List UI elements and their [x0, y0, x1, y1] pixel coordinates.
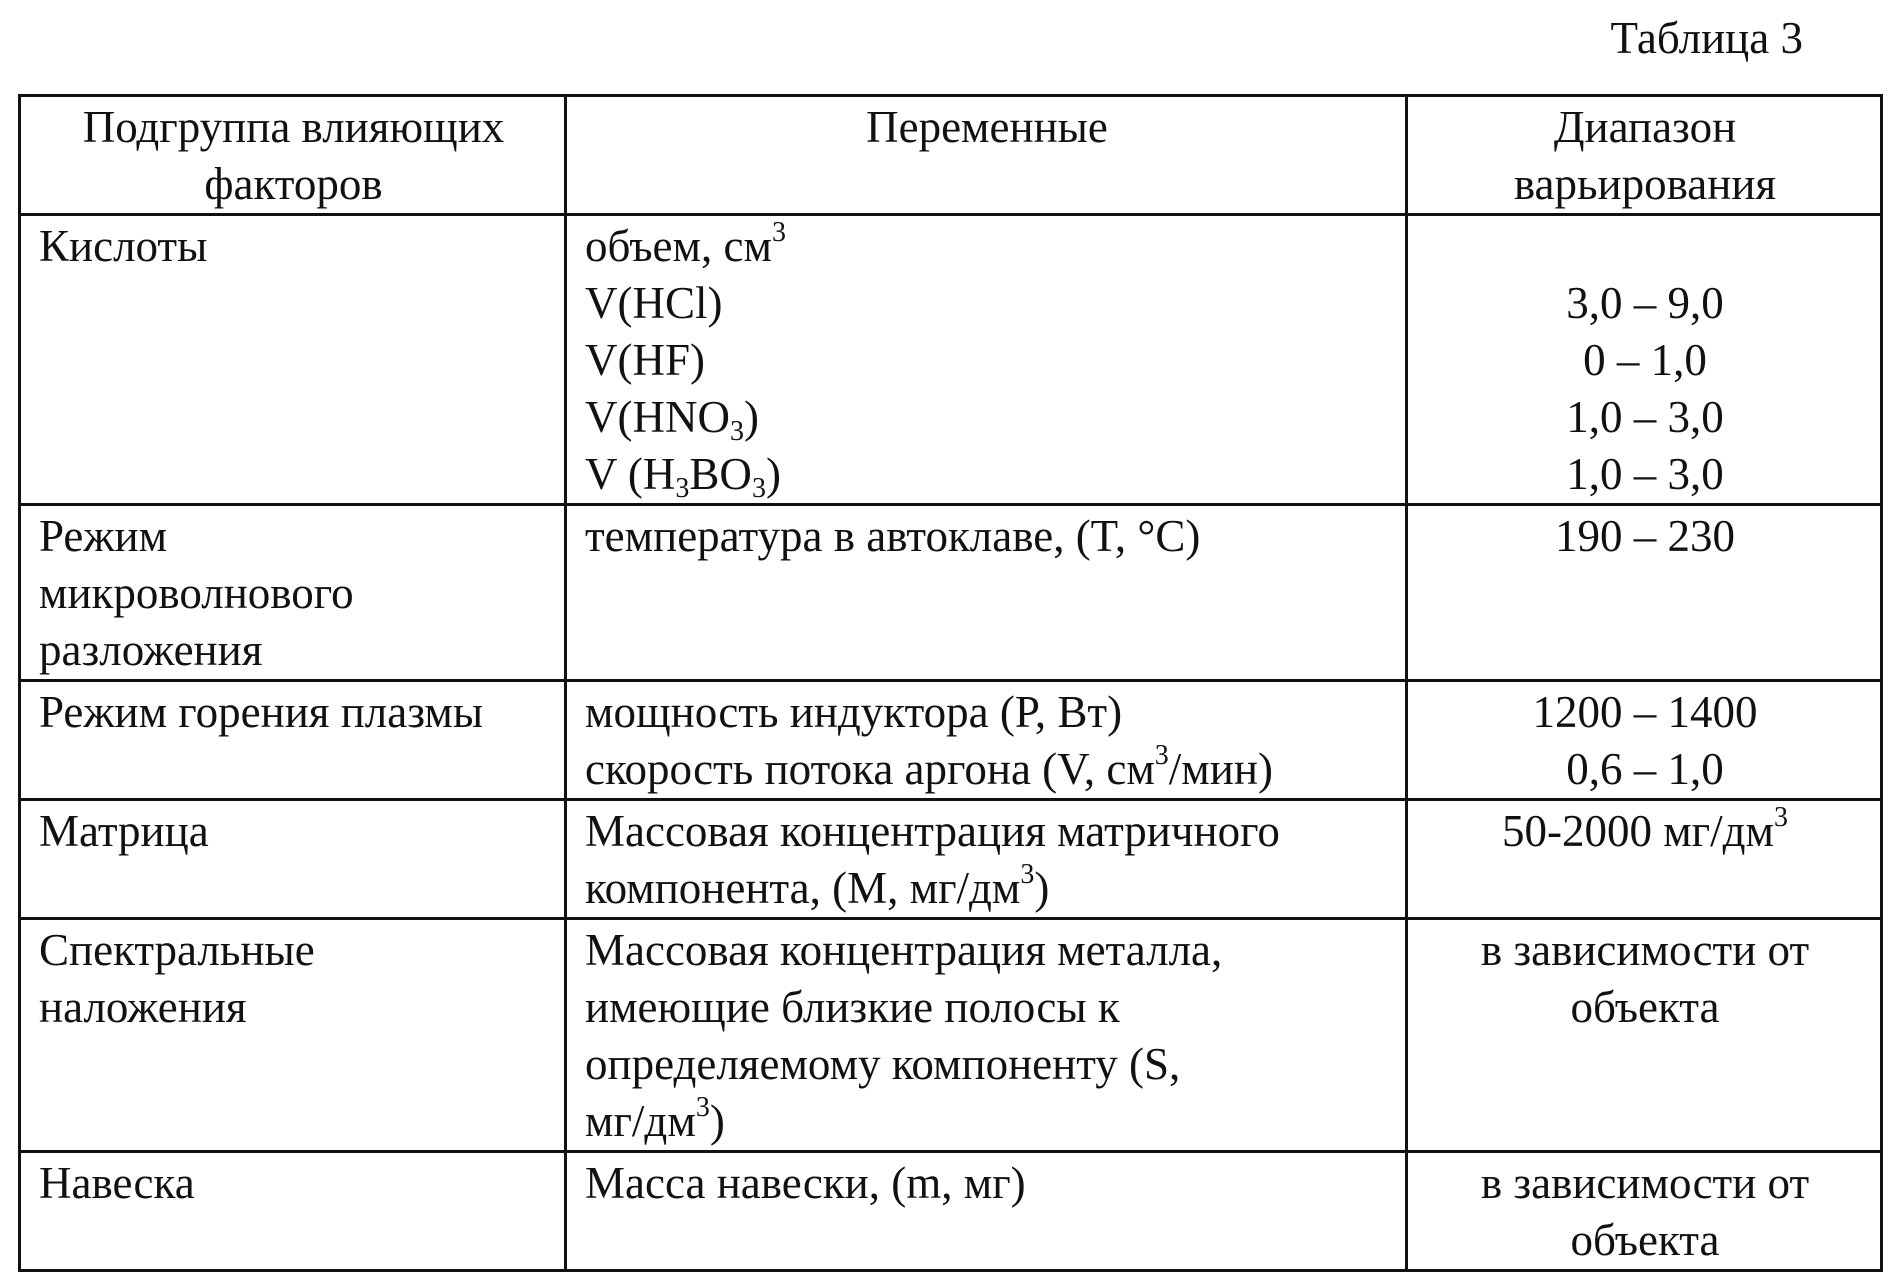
factor-text: Матрица — [39, 806, 209, 856]
variable-text: V $(H_3BO_3)$ — [585, 449, 781, 504]
factors-table — [18, 94, 1883, 1272]
table-row — [20, 505, 1882, 681]
variable-text: объем, $см^3$ — [585, 217, 786, 271]
header-factor-group — [20, 96, 566, 215]
variable-text: температура в автоклаве, (T, °C) — [585, 511, 1201, 561]
variables-cell — [566, 505, 1407, 681]
range-text: 3,0 – 9,0 — [1566, 278, 1724, 328]
factor-cell — [20, 215, 566, 505]
variable-text: компонента, (M, $мг/дм^3$) — [585, 859, 1050, 913]
table-row — [20, 800, 1882, 919]
factor-text: разложения — [39, 625, 263, 675]
range-text: 1,0 – 3,0 — [1566, 449, 1724, 499]
variable-text: V(HF) — [585, 335, 705, 385]
variable-text: Массовая концентрация металла, — [585, 925, 1223, 975]
range-cell — [1407, 1152, 1882, 1271]
range-text: 0,6 – 1,0 — [1566, 744, 1724, 794]
factor-cell — [20, 919, 566, 1152]
range-text: 190 – 230 — [1555, 511, 1735, 561]
factor-text: микроволнового — [39, 568, 354, 618]
table-row — [20, 919, 1882, 1152]
range-text: 1,0 – 3,0 — [1566, 392, 1724, 442]
factor-text: Режим — [39, 511, 168, 561]
factor-cell — [20, 800, 566, 919]
factor-text: наложения — [39, 982, 247, 1032]
factor-text: Режим горения плазмы — [39, 687, 484, 737]
range-cell — [1407, 919, 1882, 1152]
factor-cell — [20, 505, 566, 681]
variable-text: V(HCl) — [585, 278, 723, 328]
range-cell — [1407, 215, 1882, 505]
header-text: факторов — [204, 159, 383, 209]
range-text: объекта — [1570, 1215, 1720, 1265]
range-text: объекта — [1570, 982, 1720, 1032]
variable-text: имеющие близкие полосы к — [585, 982, 1120, 1032]
range-cell — [1407, 505, 1882, 681]
factor-text: Спектральные — [39, 925, 315, 975]
table-header-row — [20, 96, 1882, 215]
factor-cell — [20, 1152, 566, 1271]
variable-text: определяемому компоненту (S, — [585, 1039, 1181, 1089]
table-caption: Таблица 3 — [1610, 13, 1803, 63]
range-text: 0 – 1,0 — [1583, 335, 1707, 385]
header-range — [1407, 96, 1882, 215]
table-row — [20, 1152, 1882, 1271]
header-text: Подгруппа влияющих — [82, 102, 505, 152]
factor-cell — [20, 681, 566, 800]
header-text: Диапазон — [1553, 102, 1737, 152]
header-text: варьирования — [1513, 159, 1777, 209]
table-row — [20, 215, 1882, 505]
variable-text: $V(HNO_3)$ — [585, 392, 759, 447]
factor-text: Кислоты — [39, 221, 208, 271]
variables-cell — [566, 1152, 1407, 1271]
variables-cell — [566, 919, 1407, 1152]
factor-text: Навеска — [39, 1158, 195, 1208]
range-cell — [1407, 800, 1882, 919]
range-text: 1200 – 1400 — [1532, 687, 1758, 737]
variables-cell — [566, 681, 1407, 800]
table-row — [20, 681, 1882, 800]
header-variables — [566, 96, 1407, 215]
range-cell — [1407, 681, 1882, 800]
variable-text: Массовая концентрация матричного — [585, 806, 1280, 856]
variables-cell — [566, 800, 1407, 919]
header-text: Переменные — [866, 102, 1108, 152]
range-text: в зависимости от — [1480, 1158, 1810, 1208]
range-text: 50-2000 $мг/дм^3$ — [1501, 802, 1789, 856]
variable-text: $мг/дм^3$) — [585, 1092, 725, 1146]
range-text: в зависимости от — [1480, 925, 1810, 975]
variable-text: Масса навески, (m, мг) — [585, 1158, 1026, 1208]
variable-text: скорость потока аргона (V, $см^3/мин$) — [585, 740, 1273, 794]
variables-cell — [566, 215, 1407, 505]
variable-text: мощность индуктора (P, Вт) — [585, 687, 1123, 737]
